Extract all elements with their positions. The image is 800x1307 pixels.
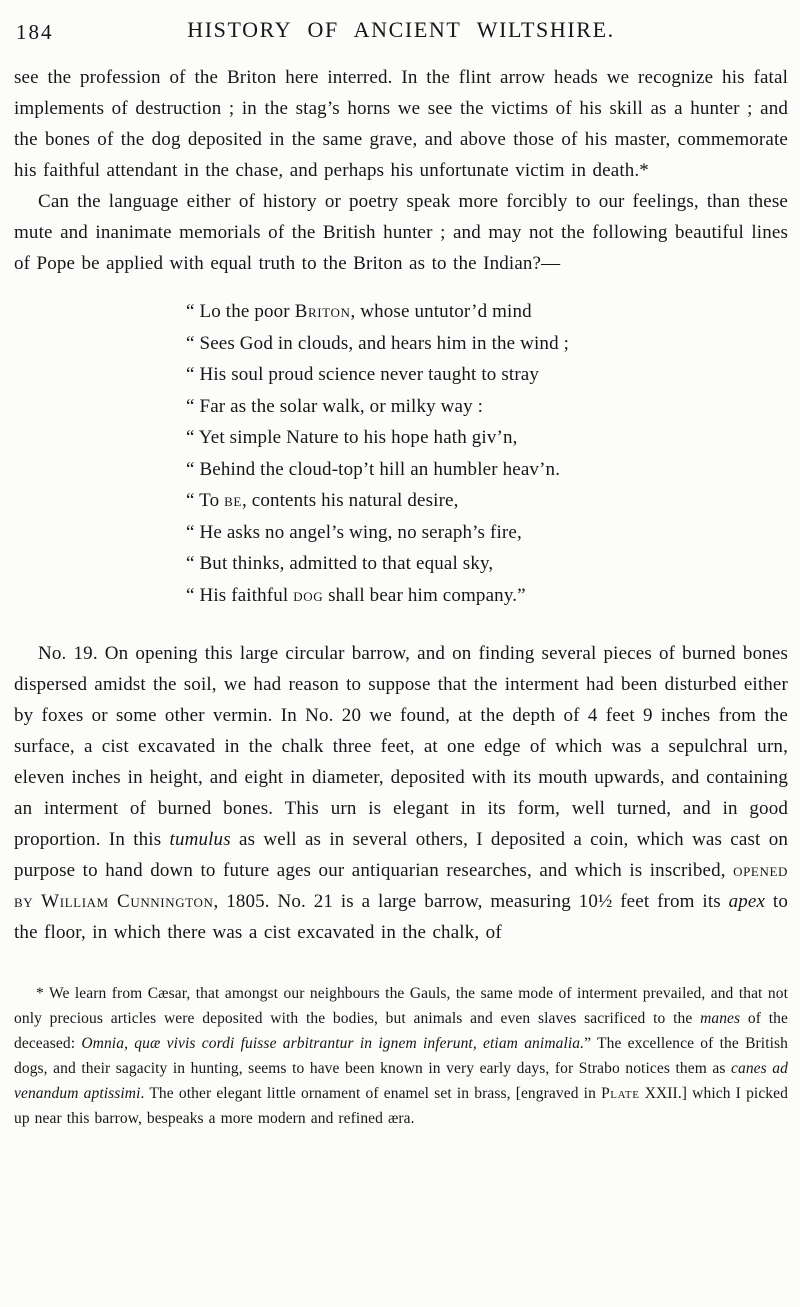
poem-quotation (186, 296, 788, 611)
text-run: . The other elegant little ornament of enamel set in brass, [engraved in (140, 1085, 602, 1102)
text-run: apex (728, 891, 766, 912)
page-header (14, 14, 788, 50)
text-run: “ He asks no angel’s wing, no seraph’s fire, (186, 521, 522, 543)
text-run: as well as in several others, I deposited a coin, which was cast on purpose to hand down to future ages our antiquarian researches, and which is inscribed, (14, 829, 788, 881)
text-run: , 1805. No. 21 is a large barrow, measuring 10½ feet from its (213, 891, 729, 912)
text-run: “ Sees God in clouds, and hears him in the wind ; (186, 332, 570, 354)
page-number: 184 (16, 20, 54, 44)
text-run: “ Lo the poor (186, 301, 295, 322)
poem-line (186, 422, 788, 454)
poem-line (186, 548, 788, 580)
text-run: of the deceased: (14, 1010, 788, 1052)
text-run: Can the language either of history or poetry speak more forcibly to our feelings, than these mute and inanimate memorials of the British hunter ; and may not the following beautiful lines of Pope be applied with equal truth to the Briton as to the Indian?— (14, 191, 788, 274)
running-title: HISTORY OF ANCIENT WILTSHIRE. (187, 17, 615, 42)
text-run: “ His soul proud science never taught to stray (186, 364, 540, 385)
text-run: to the floor, in which there was a cist excavated in the chalk, of (14, 891, 788, 943)
text-run: “ His faithful (186, 584, 294, 606)
poem-line (186, 517, 788, 549)
page-body (14, 62, 788, 1131)
text-run: No. 19. On opening this large circular barrow, and on finding several pieces of burned bones dispersed amidst the soil, we had reason to suppose that the interment had been disturbed either by foxes or some other vermin. In No. 20 we found, at the depth of 4 feet 9 inches from the surface, a cist excavated in the chalk three feet, at one edge of which was a sepulchral urn, eleven inches in height, and eight in diameter, deposited with its mouth upwards, and containing an interment of burned bones. This urn is elegant in its form, well turned, and in good proportion. In this (14, 643, 788, 850)
poem-line (186, 580, 788, 612)
text-run: * We learn from Cæsar, that amongst our neighbours the Gauls, the same mode of interment prevailed, and that not only precious articles were deposited with the bodies, but animals and even slaves sacrificed to the (14, 985, 788, 1027)
text-run: Briton (294, 301, 351, 322)
text-run: , contents his natural desire, (241, 490, 459, 511)
text-run: Plate (601, 1085, 640, 1102)
text-run: shall bear him company.” (323, 584, 526, 606)
paragraph-interment (14, 62, 788, 186)
poem-line (186, 485, 788, 517)
paragraph-pope-intro (14, 186, 788, 279)
poem-line (186, 391, 788, 423)
text-run: dog (293, 584, 324, 606)
text-run: ” The excellence of the British dogs, and their sagacity in hunting, seems to have been known in very early days, for Strabo notices them as (14, 1035, 788, 1077)
poem-line (186, 328, 788, 360)
text-run: XXII.] which I picked up near this barrow, bespeaks a more modern and refined æra. (14, 1085, 788, 1127)
text-run: “ But thinks, admitted to that equal sky, (186, 553, 494, 574)
poem-line (186, 454, 788, 486)
text-run: be (224, 490, 242, 511)
text-run: Omnia, quæ vivis cordi fuisse arbitrantur in ignem inferunt, etiam animalia. (81, 1035, 585, 1052)
text-run: see the profession of the Briton here interred. In the flint arrow heads we recognize his fatal implements of destruction ; in the stag’s horns we see the victims of his skill as a hunter ; and the bones of the dog deposited in the same grave, and above those of his master, commemorate his faithful attendant in the chase, and perhaps his unfortunate victim in death.* (14, 67, 788, 181)
text-run: canes ad venandum aptissimi (14, 1060, 789, 1102)
poem-line (186, 359, 788, 391)
text-run: “ Yet simple Nature to his hope hath giv’n, (186, 427, 518, 448)
text-run: “ Far as the solar walk, or milky way : (186, 395, 484, 417)
text-run: “ Behind the cloud-top’t hill an humbler heav’n. (186, 458, 561, 480)
text-run: , whose untutor’d mind (350, 301, 532, 322)
text-run: tumulus (169, 829, 231, 850)
footnote (14, 981, 788, 1131)
text-run: manes (700, 1010, 741, 1027)
poem-line (186, 296, 788, 328)
text-run: “ To (186, 490, 225, 511)
paragraph-no19-barrow (14, 638, 788, 948)
text-run: opened by William Cunnington (14, 860, 788, 912)
